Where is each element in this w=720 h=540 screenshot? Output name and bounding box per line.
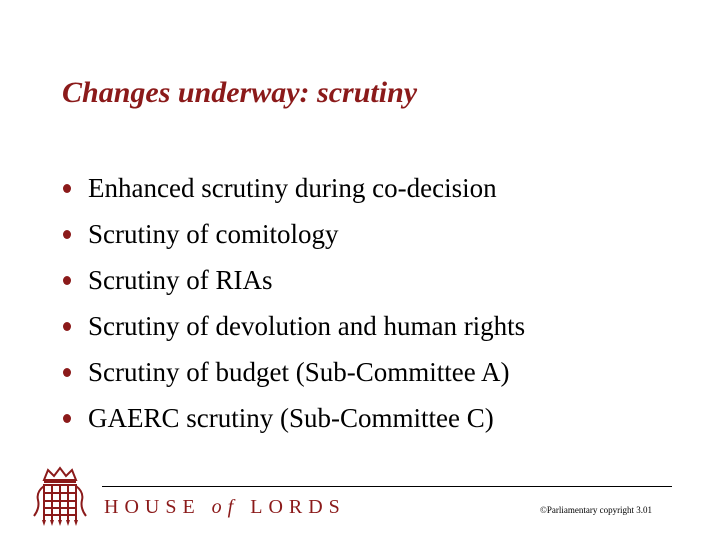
bullet-text: GAERC scrutiny (Sub-Committee C): [88, 402, 494, 433]
slide-title: Changes underway: scrutiny: [62, 76, 418, 109]
bullet-dot-icon: [63, 322, 71, 331]
bullet-list: [60, 165, 525, 441]
bullet-dot-icon: [63, 276, 71, 285]
copyright-notice: ©Parliamentary copyright 3.01: [540, 505, 653, 515]
bullet-dot-icon: [63, 184, 71, 193]
footer-divider: [102, 486, 672, 487]
bullet-text: Enhanced scrutiny during co-decision: [88, 172, 497, 203]
bullet-text: Scrutiny of RIAs: [88, 264, 273, 295]
house-of-lords-wordmark: [104, 496, 346, 519]
list-item: [60, 211, 525, 257]
list-item: [60, 257, 525, 303]
bullet-dot-icon: [63, 230, 71, 239]
brand-lords: LORDS: [250, 496, 346, 518]
list-item: [60, 395, 525, 441]
bullet-text: Scrutiny of budget (Sub-Committee A): [88, 356, 510, 387]
bullet-text: Scrutiny of devolution and human rights: [88, 310, 526, 341]
brand-house: HOUSE: [104, 496, 201, 518]
list-item: [60, 349, 525, 395]
bullet-text: Scrutiny of comitology: [88, 218, 339, 249]
portcullis-icon: [30, 466, 90, 530]
bullet-dot-icon: [63, 414, 71, 423]
list-item: [60, 303, 525, 349]
list-item: [60, 165, 525, 211]
bullet-dot-icon: [63, 368, 71, 377]
brand-of: of: [211, 496, 240, 518]
